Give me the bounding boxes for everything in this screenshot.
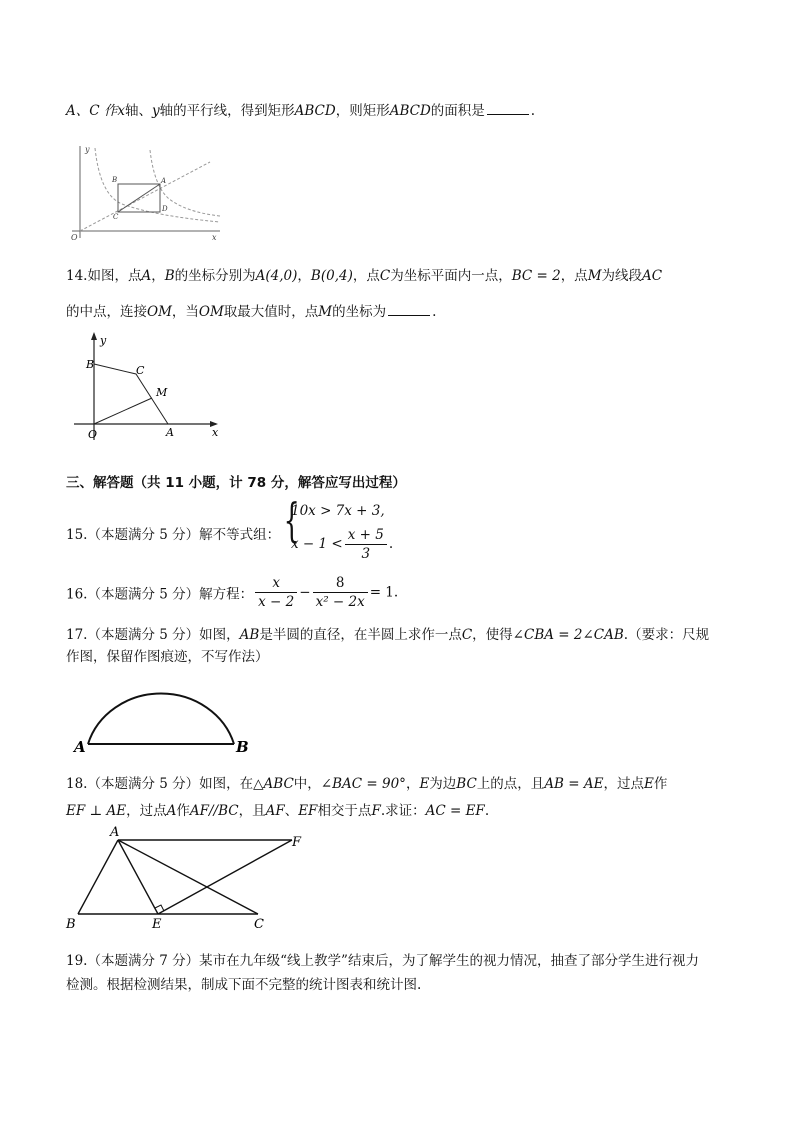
q13-label-x: x xyxy=(212,233,217,242)
q18-line1: 18.（本题满分 5 分）如图，在△ABC中，∠BAC = 90°，E为边BC上的点，且AB = AE，过点E作 xyxy=(66,776,668,792)
q17-line1: 17.（本题满分 5 分）如图，AB是半圆的直径，在半圆上求作一点C，使得∠CBA = 2∠CAB.（要求：尺规 xyxy=(66,627,710,643)
q13-label-B: B xyxy=(112,176,118,184)
q19-line2: 检测。根据检测结果，制成下面不完整的统计图表和统计图. xyxy=(66,977,422,993)
q13-label-A: A xyxy=(161,177,167,185)
q17-line2: 作图，保留作图痕迹，不写作法） xyxy=(66,649,269,665)
q13-label-y: y xyxy=(85,145,90,154)
q14-label-y: y xyxy=(100,334,107,347)
q14-label-C: C xyxy=(136,364,145,377)
q18-label-F: F xyxy=(292,835,302,850)
q15-inequality-1: 10x > 7x + 3, xyxy=(291,503,385,519)
q14-label-x: x xyxy=(212,426,219,439)
q14-label-B: B xyxy=(86,358,95,371)
q16-fraction-1: $\frac{x}{x - 2}$ xyxy=(255,575,297,610)
q18-label-A: A xyxy=(110,825,120,840)
q19-line1: 19.（本题满分 7 分）某市在九年级“线上教学”结束后，为了解学生的视力情况，抽查了部分学生进行视力 xyxy=(66,953,699,969)
answer-blank xyxy=(388,314,430,316)
q15-inequality-2: x − 1 < $\frac{x + 5}{3}$ . xyxy=(291,527,394,562)
q13-label-o: O xyxy=(71,233,78,242)
q13-label-D: D xyxy=(162,205,168,213)
q17-label-B: B xyxy=(236,738,249,754)
q18-label-C: C xyxy=(254,917,264,932)
q15-label: 15.（本题满分 5 分）解不等式组： xyxy=(66,527,281,543)
q13-figure xyxy=(60,140,230,248)
answer-blank xyxy=(487,113,529,115)
q18-figure xyxy=(62,824,312,936)
q14-label-A: A xyxy=(166,426,174,439)
q14-figure xyxy=(66,328,226,444)
q17-label-A: A xyxy=(74,738,86,754)
q15-fraction: $\frac{x + 5}{3}$ xyxy=(345,527,387,562)
q14-label-o: O xyxy=(88,428,98,441)
section-heading: 三、解答题（共 11 小题，计 78 分，解答应写出过程） xyxy=(66,475,406,491)
q13-label-C: C xyxy=(113,213,119,221)
q13-text: A、C 作x轴、y轴的平行线，得到矩形ABCD，则矩形ABCD的面积是 . xyxy=(66,103,536,119)
q14-line2: 的中点，连接OM，当OM取最大值时，点M的坐标为 . xyxy=(66,304,437,320)
q18-label-B: B xyxy=(66,917,76,932)
q16-equation: 16.（本题满分 5 分）解方程： $\frac{x}{x - 2}$ − $\frac{8}{\text{x² − 2x}}$ = 1. xyxy=(66,575,399,610)
q14-line1: 14.如图，点A，B的坐标分别为A(4,0)，B(0,4)，点C为坐标平面内一点，BC = 2，点M为线段AC xyxy=(66,268,663,284)
q17-figure xyxy=(70,672,260,754)
q18-label-E: E xyxy=(152,917,162,932)
q18-line2: EF ⊥ AE，过点A作AF//BC，且AF、EF相交于点F.求证：AC = EF. xyxy=(66,803,490,819)
q14-label-M: M xyxy=(156,386,168,399)
q16-fraction-2: $\frac{8}{\text{x² − 2x}}$ xyxy=(313,575,368,610)
system-brace: { xyxy=(283,493,300,547)
